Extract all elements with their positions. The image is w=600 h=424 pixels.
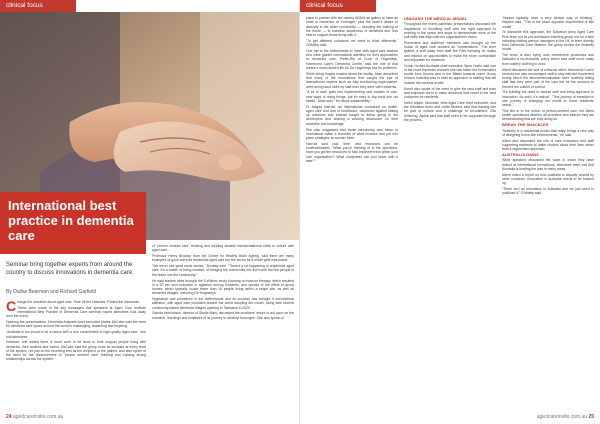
site-url: agedcareinsite.com.au bbox=[12, 414, 64, 420]
body-paragraph: Glenda Hutchinson, director of Sheila Mary, discussed the providers' desire to act upon on the research, learnings and initiatives of its journey to develop Korongee. She also spoke of bbox=[152, 311, 294, 320]
page-number: 24 bbox=[6, 414, 12, 420]
body-paragraph: This ties in to the notion of person-centred care, but Allerd earlier questioned whether all providers who believe they are demonstrating that are truly doing so. bbox=[502, 108, 594, 122]
body-paragraph: Helen Alpine, Mountain View Aged Care chief executive, and the Salvation Army and Joelle Bickers said that training can be part of culture and a challenge of recruitment. Ella Kettering, Alpine said that staff need to be supported through the process. bbox=[404, 100, 496, 122]
subheading: AUSTRALIA GAINS bbox=[502, 152, 539, 157]
body-paragraph: Allerd noted a report on how Australia is actually viewed by other countries. Innovation in Australia needs to be backed up. bbox=[502, 172, 594, 186]
body-paragraph: "Butterfly is a residential model that really brings a new way of designing home-like environments," he said. bbox=[502, 128, 594, 137]
body-paragraph: To dismantle this approach, the Salvation Army Aged Care Plus team put its pre-admission traveling group out for a stint including visiting various managers in the UK to learn directly from Dementia Care Matters, the group behind the Butterfly model. bbox=[502, 30, 594, 52]
site-url: agedcareinsite.com.au bbox=[536, 414, 588, 420]
page-footer bbox=[6, 414, 63, 420]
body-paragraph: of "person centred care" thinking and building durable transformational shifts in culture with aged care. bbox=[152, 244, 294, 253]
body-paragraph: Allerd also discussed the role of care innovation and staff supporting residents to make choices about their lives rather than a regimented approach. bbox=[502, 138, 594, 152]
body-paragraph: Presenters and audience members also brought up the notion of aged care workers as "homemakers." The term typifies a shift away from staff like RNs focusing on duties and instead on opportunities to make the more comfortable and enjoyable for residents. bbox=[404, 40, 496, 62]
body-paragraph: Throughout the event, panelists' presentations discussed the importance of recruiting staff with the right approach to working in the space and ways to demonstrate more of the soft skills that align with the organisation's vision. bbox=[404, 22, 496, 39]
body-paragraph: "A lot of work goes into implementing new models of care, new ways of doing things, but it's easy to slip back into old habits," Allan said. "It's about sustainability." bbox=[306, 90, 398, 103]
body-paragraph: Professor Henry Brodaty, from the Centre for Healthy Brain Ageing, said there are many examples of good and bad residential aged care but the sector as a whole gets less praise. bbox=[152, 254, 294, 263]
body-column-1 bbox=[306, 16, 398, 165]
right-page bbox=[300, 0, 600, 424]
body-paragraph: "To get different outcomes we need to think differently," O'Malley said. bbox=[306, 38, 398, 48]
body-column-2 bbox=[152, 244, 294, 322]
body-paragraph: One trip to the Netherlands to meet with aged care leaders who have gained international attention for their approaches to dementia care, Pieter-Rik of Crow of Hogeweyk, Hammond Care's Dementia Centre, said the role of that meant a much-lauded life for De Hogeweyk has its problems. bbox=[306, 48, 398, 70]
subheading: BREAK THE SHACKLES bbox=[502, 122, 549, 128]
headline: International best practice in dementia care bbox=[8, 198, 134, 243]
body-column-1 bbox=[6, 300, 146, 363]
body-paragraph: "Australia is too proud to be a nation with a true commitment to high-quality aged care," she told attendees. bbox=[6, 330, 146, 339]
body-paragraph: While speakers discussed the ways in which they have looked at international innovations, attendees were told that Australia is leading the way in many areas. bbox=[502, 158, 594, 171]
byline: By Dallas Bearman and Richard Garfield bbox=[6, 289, 97, 295]
intro-text: Seminar bring together experts from around the country to discuss innovations in dementia care. bbox=[6, 262, 134, 276]
body-paragraph: Group Homes Australia chief executive Tamo Hoetz said one of the most important reasons she has taken the homemaker model from Kuuma and in the Bilatin towards home Group Homes Australia was to start an approach to staffing that fell outside the medical model. bbox=[404, 63, 496, 85]
body-paragraph: Harrold said cost, time, and resources can be underestimated. "What you're thinking of in the questions, have you got the resources to fully implement this within your own organisation? What manpower can you leave with it later?" bbox=[306, 141, 398, 163]
page-number: 25 bbox=[588, 414, 594, 420]
subheading: UNLEASH THE MEDICAL MODEL bbox=[404, 16, 468, 21]
body-paragraph: These were some of the key messages that speakers at Aged Care Institute International Best Practice in Dementia Care seminar hoped attendees took away from the event. bbox=[6, 305, 146, 319]
body-paragraph: The team is also trying new recruitment processes and instituted a no-restraints policy which saw staff move away from rosterly clothing to work. bbox=[502, 53, 594, 66]
body-column-3 bbox=[502, 16, 594, 197]
body-paragraph: He said leaders have brought the 5-Wishes study focusing on humour therapy, which resulted in a 20 per cent reduction in agitation among residents, and speaks of the effect of group homes, which typically house fewer than 15 people living within a single site, as well as dementia villages, including De Hogeweyk. bbox=[152, 278, 294, 296]
headline-box bbox=[0, 192, 146, 254]
body-paragraph: "There isn't an innovation in Australia and we just need to publicise it," O'Malley said. bbox=[502, 186, 594, 196]
section-tab: clinical focus bbox=[0, 0, 76, 12]
body-paragraph: Opening the presentations, Dementia Australia chief executive Maree McCabe said the need for dementia care space around the world is challenging, rewarding and inspiring. bbox=[6, 320, 146, 329]
body-paragraph: "We never see good news stories," Brodaty said. "There's a lot happening in residential aged care. It's a matter of being creative, of bringing the community into the home and the people in the home into the community." bbox=[152, 264, 294, 277]
body-paragraph: However, she added there is more work to be done to best support people living with dementia, their families and carers. McCabe said the group must be included at every level of the system, not just on the receiving end as the recipient or the patient, and also spoke of the need for the reinforcement of "person centred care" thinking and building strong relationships across the system. bbox=[6, 340, 146, 362]
body-paragraph: Hogeweyk was pioneered in the Netherlands and its success has brought it international attention, with aged care providers around the world adopting the model, along with several community-based dementia villages opening in Tasmania in 2020. bbox=[152, 297, 294, 310]
drop-cap: C bbox=[6, 298, 17, 314]
body-paragraph: Change the narrative about aged care. Take off the shackles. Pollard the diamonds. bbox=[6, 298, 140, 314]
body-paragraph: Allerd discussed the lack of uniforms within Hammond Care's services but also encouraged staff to stay with the movement during which the decommercialisation were routinely telling staff that they were part of the care but for the services to prevent the culture of control. bbox=[502, 67, 594, 89]
body-column-2 bbox=[404, 16, 496, 124]
page-footer bbox=[537, 414, 594, 420]
body-paragraph: plans to partner with the nearby NGMA art gallery to have an artist in residence at Korongee, plus the team's desire to diversify in the wider community — including the training of the future — to increase awareness of dementia and how best to support those living with it. bbox=[306, 16, 398, 37]
body-paragraph: "Nurses typically have a very clinical way of thinking," Hayden said. "This is the exact opposite requirement of this model." bbox=[502, 16, 594, 29]
body-paragraph: "It's building the need to assess staff and bring approach to innovation. As such, it's radical," "This journey of transition is one journey of changing our minds to move residents' needs." bbox=[502, 90, 594, 108]
body-paragraph: Koroit also spoke of the need to give the best staff and train and empower them to make decisions that result in the best outcomes for residents. bbox=[404, 86, 496, 100]
body-paragraph: While being hugely excited about the facility, Allan described that many of the innovations that caught the eye of international experts such as fully functioning supermarket, were being used more by staff than they were with residents. bbox=[306, 71, 398, 89]
body-paragraph: Dr Magda Harrold, an international consultant on health, aged care and arts in healthcare, cautioned against talking up solutions and instead sought to follow going to the developers and sharing a working discussion on their expertise and knowledge. bbox=[306, 104, 398, 126]
body-paragraph: She also suggested that those introducing new ideas or innovations make a checklist of what involves and put into place strategies to counter them. bbox=[306, 127, 398, 141]
section-tab: clinical focus bbox=[300, 0, 376, 12]
